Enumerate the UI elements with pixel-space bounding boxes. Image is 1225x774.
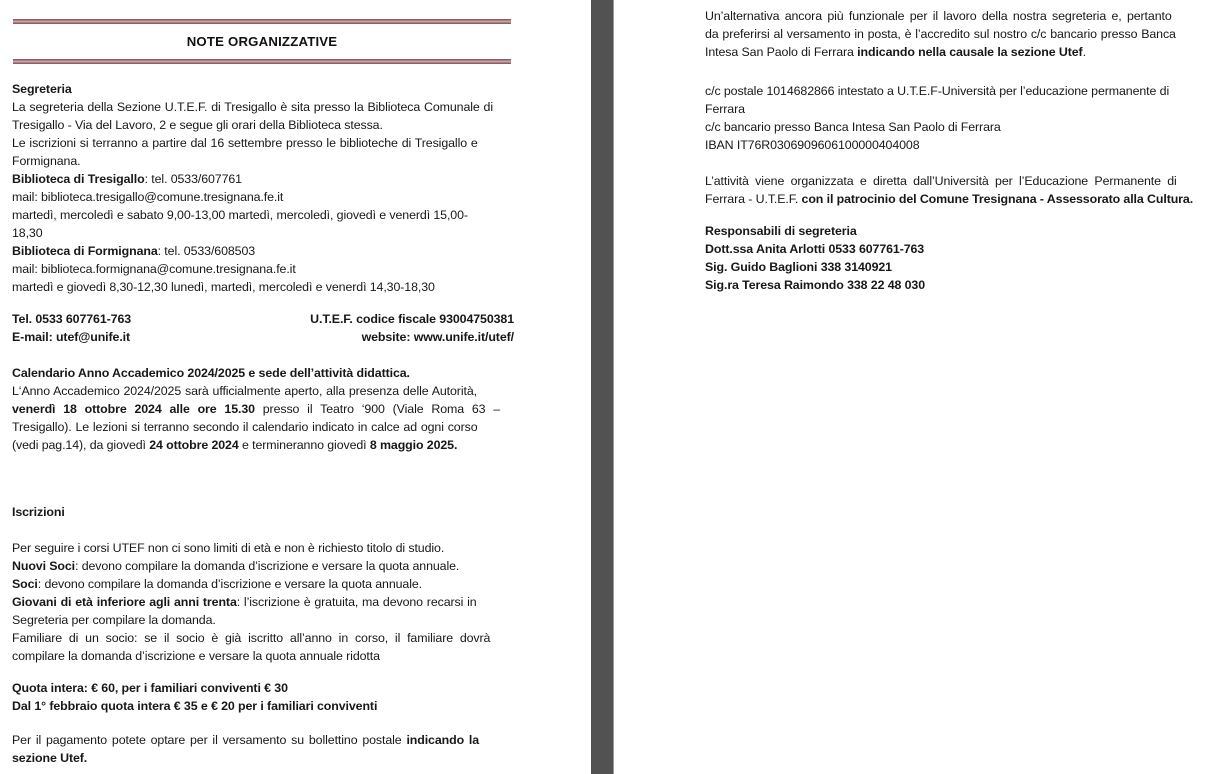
bold-text: Giovani di età inferiore agli anni trenta <box>12 595 237 609</box>
text-line <box>705 82 1209 100</box>
right-page-content <box>705 0 1209 774</box>
left-page-content <box>12 0 514 774</box>
bold-text: Calendario Anno Accademico 2024/2025 e sede dell’attività didattica. <box>12 366 410 380</box>
text-line <box>12 242 514 260</box>
alternativa-section <box>705 7 1209 61</box>
regular-text: L’attività viene organizzata e diretta dall’Università per l’Educazione Permanente di <box>705 174 1177 188</box>
bold-text: Dal 1° febbraio quota intera € 35 e € 20 per i familiari conviventi <box>12 699 378 713</box>
page-gap-divider <box>591 0 614 774</box>
regular-text: compilare la domanda d’iscrizione e versare la quota annuale ridotta <box>12 649 380 663</box>
regular-text: Ferrara - U.T.E.F. <box>705 192 802 206</box>
two-column-row <box>12 328 514 346</box>
text-line <box>705 172 1209 190</box>
text-line <box>705 190 1209 208</box>
page-title: NOTE ORGANIZZATIVE <box>186 34 338 49</box>
regular-text: Formignana. <box>12 154 81 168</box>
regular-text: Per seguire i corsi UTEF non ci sono limiti di età e non è richiesto titolo di studio. <box>12 541 445 555</box>
bold-text: Quota intera: € 60, per i familiari conviventi € 30 <box>12 681 288 695</box>
bold-text: 24 ottobre 2024 <box>149 438 239 452</box>
regular-text: : l’iscrizione è gratuita, ma devono recarsi in <box>236 595 477 609</box>
calendario-section <box>12 364 514 454</box>
regular-text: Le iscrizioni si terranno a partire dal 16 settembre presso le biblioteche di Tresigallo e <box>12 136 478 150</box>
text-line <box>12 539 514 557</box>
text-line <box>12 116 514 134</box>
text-line <box>705 7 1209 25</box>
text-line <box>12 436 514 454</box>
text-line <box>12 224 514 242</box>
bold-text: Biblioteca di Tresigallo <box>12 172 145 186</box>
attivita-section <box>705 172 1209 208</box>
regular-text: Tresigallo - Via del Lavoro, 2 e segue gli orari della Biblioteca stessa. <box>12 118 383 132</box>
text-line <box>12 98 514 116</box>
regular-text: Ferrara <box>705 102 745 116</box>
two-column-row <box>12 310 514 328</box>
text-line <box>12 278 514 296</box>
column-right-text: U.T.E.F. codice fiscale 93004750381 <box>310 312 514 326</box>
bold-text: Soci <box>12 577 38 591</box>
iscrizioni-section <box>12 539 514 665</box>
text-line <box>705 43 1209 61</box>
text-line <box>12 647 514 665</box>
text-line <box>705 100 1209 118</box>
bold-text: Dott.ssa Anita Arlotti 0533 607761-763 <box>705 242 925 256</box>
text-line <box>12 503 514 521</box>
bold-text: indicando la <box>406 733 480 747</box>
regular-text: Segreteria per compilare la domanda. <box>12 613 216 627</box>
regular-text: e termineranno giovedì <box>238 438 370 452</box>
text-line <box>12 731 514 749</box>
text-line <box>705 258 1209 276</box>
regular-text: Per il pagamento potete optare per il versamento su bollettino postale <box>12 733 407 747</box>
text-line <box>705 136 1209 154</box>
bold-text: Biblioteca di Formignana <box>12 244 158 258</box>
bold-text: Sig. Guido Baglioni 338 3140921 <box>705 260 892 274</box>
regular-text: c/c bancario presso Banca Intesa San Paolo di Ferrara <box>705 120 1001 134</box>
conti-section <box>705 82 1209 154</box>
regular-text: : devono compilare la domanda d’iscrizione e versare la quota annuale. <box>37 577 423 591</box>
text-line <box>12 629 514 647</box>
regular-text: (vedi pag.14), da giovedì <box>12 438 150 452</box>
regular-text: . <box>1082 45 1086 59</box>
text-line <box>705 222 1209 240</box>
text-line <box>12 400 514 418</box>
text-line <box>705 118 1209 136</box>
text-line <box>12 418 514 436</box>
bold-text: Nuovi Soci <box>12 559 76 573</box>
regular-text: : tel. 0533/608503 <box>157 244 256 258</box>
regular-text: Un’alternativa ancora più funzionale per il lavoro della nostra segreteria e, pertanto <box>705 9 1172 23</box>
bold-text: indicando nella causale la sezione Utef <box>857 45 1083 59</box>
double-rule-bottom <box>13 59 511 64</box>
regular-text: mail: biblioteca.tresigallo@comune.tresignana.fe.it <box>12 190 284 204</box>
regular-text: : tel. 0533/607761 <box>144 172 242 186</box>
column-left-text: Tel. 0533 607761-763 <box>12 312 132 326</box>
text-line <box>12 611 514 629</box>
responsabili-section <box>705 222 1209 294</box>
column-left-text: E-mail: utef@unife.it <box>12 330 131 344</box>
text-line <box>12 80 514 98</box>
text-line <box>12 152 514 170</box>
right-page <box>614 0 1225 774</box>
text-line <box>12 697 514 715</box>
iscrizioni-heading <box>12 503 514 521</box>
regular-text: Intesa San Paolo di Ferrara <box>705 45 858 59</box>
text-line <box>12 557 514 575</box>
text-line <box>705 240 1209 258</box>
regular-text: da preferirsi al versamento in posta, è l’accredito sul nostro c/c bancario presso Banca <box>705 27 1176 41</box>
text-line <box>12 134 514 152</box>
contact-columns <box>12 310 514 346</box>
text-line <box>705 276 1209 294</box>
pagamento-section <box>12 731 514 767</box>
text-line <box>12 188 514 206</box>
note-organizzative-header <box>13 19 511 64</box>
text-line <box>12 206 514 224</box>
text-line <box>12 382 514 400</box>
regular-text: presso il Teatro ‘900 (Viale Roma 63 – <box>254 402 501 416</box>
text-line <box>12 260 514 278</box>
bold-text: Segreteria <box>12 82 72 96</box>
regular-text: La segreteria della Sezione U.T.E.F. di Tresigallo è sita presso la Biblioteca Comunale di <box>12 100 493 114</box>
bold-text: 8 maggio 2025. <box>369 438 458 452</box>
text-line <box>12 364 514 382</box>
regular-text: c/c postale 1014682866 intestato a U.T.E.F-Università per l’educazione permanente di <box>705 84 1170 98</box>
regular-text: Familiare di un socio: se il socio è già iscritto all’anno in corso, il familiare dovrà <box>12 631 491 645</box>
bold-text: Responsabili di segreteria <box>705 224 857 238</box>
bold-text: venerdì 18 ottobre 2024 alle ore 15.30 <box>12 402 255 416</box>
bold-text: Sig.ra Teresa Raimondo 338 22 48 030 <box>705 278 926 292</box>
text-line <box>705 25 1209 43</box>
text-line <box>12 575 514 593</box>
regular-text: mail: biblioteca.formignana@comune.tresignana.fe.it <box>12 262 296 276</box>
regular-text: martedì, mercoledì e sabato 9,00-13,00 martedì, mercoledì, giovedì e venerdì 15,00- <box>12 208 468 222</box>
regular-text: Tresigallo). Le lezioni si terranno secondo il calendario indicato in calce ad ogni corso <box>12 420 478 434</box>
segreteria-section <box>12 80 514 296</box>
bold-text: sezione Utef. <box>12 751 88 765</box>
regular-text: IBAN IT76R0306909606100000404008 <box>705 138 920 152</box>
bold-text: con il patrocinio del Comune Tresignana - Assessorato alla Cultura. <box>801 192 1194 206</box>
regular-text: martedì e giovedì 8,30-12,30 lunedì, martedì, mercoledì e venerdì 14,30-18,30 <box>12 280 435 294</box>
text-line <box>12 170 514 188</box>
regular-text: : devono compilare la domanda d’iscrizione e versare la quota annuale. <box>75 559 460 573</box>
column-right-text: website: www.unife.it/utef/ <box>361 330 514 344</box>
bold-text: Iscrizioni <box>12 505 65 519</box>
text-line <box>12 593 514 611</box>
quota-section <box>12 679 514 715</box>
text-line <box>12 679 514 697</box>
regular-text: 18,30 <box>12 226 43 240</box>
left-page <box>0 0 591 774</box>
text-line <box>12 749 514 767</box>
regular-text: L‘Anno Accademico 2024/2025 sarà ufficialmente aperto, alla presenza delle Autorità, <box>12 384 477 398</box>
